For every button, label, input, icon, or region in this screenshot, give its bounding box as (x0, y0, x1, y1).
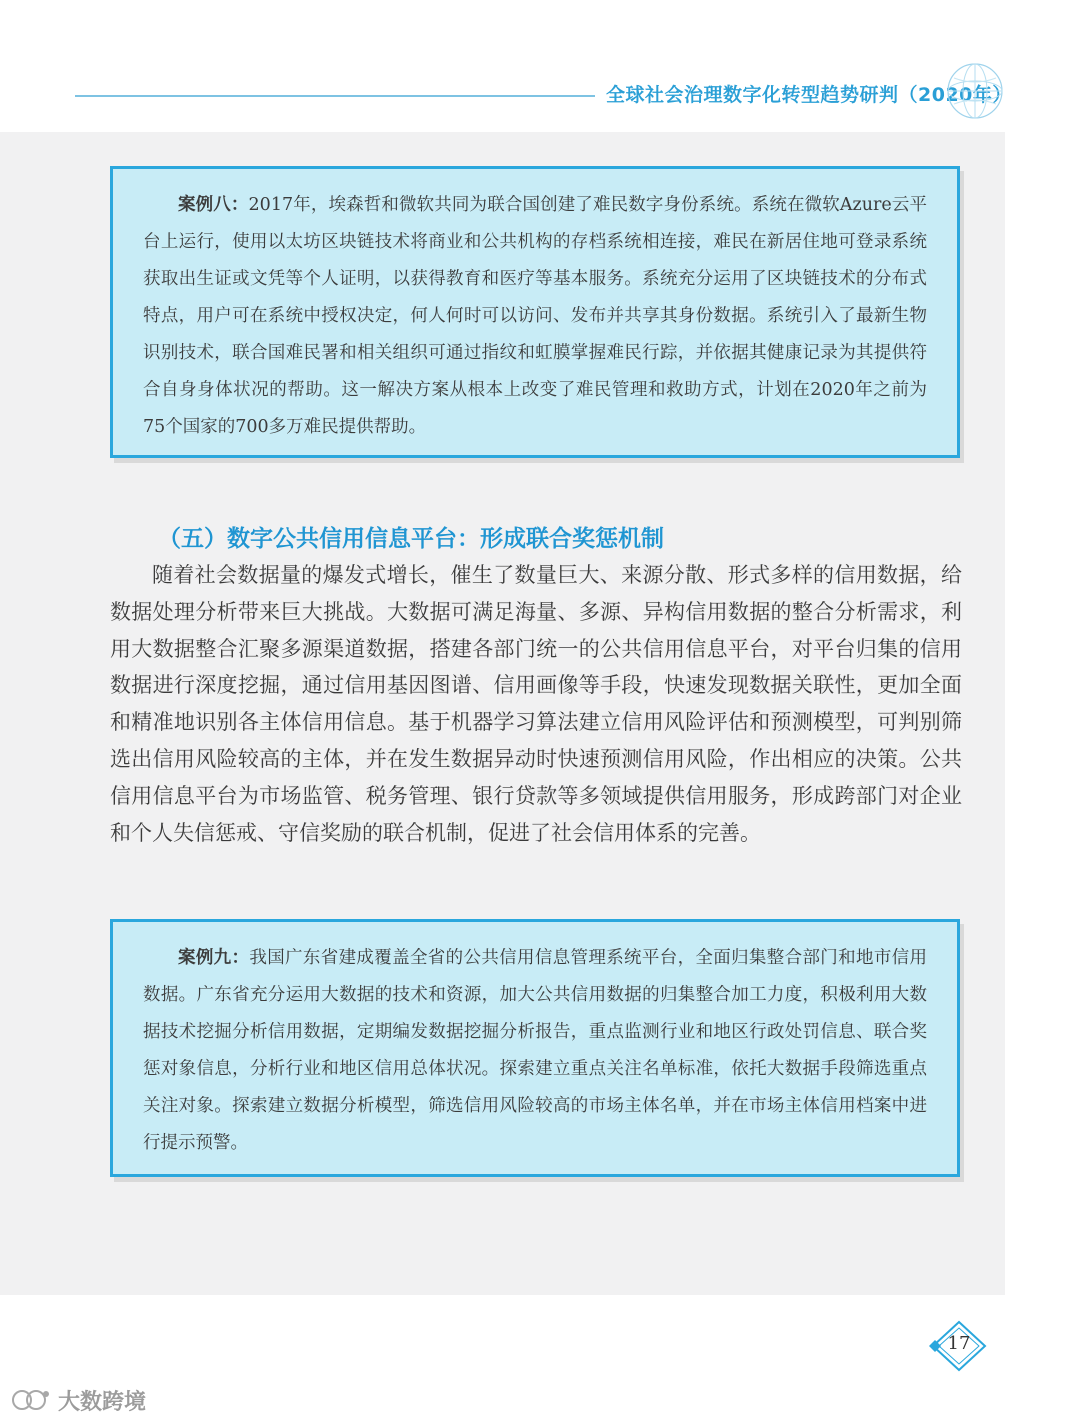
case-box-9 (110, 919, 960, 1177)
section-heading: （五）数字公共信用信息平台：形成联合奖惩机制 (158, 526, 664, 552)
case-9-label: 案例九： (178, 948, 250, 968)
watermark (10, 1384, 146, 1416)
case-8-paragraph (143, 187, 927, 446)
watermark-text: 大数跨境 (58, 1389, 147, 1415)
page-number: 17 (947, 1333, 971, 1354)
running-header-title: 全球社会治理数字化转型趋势研判（2020年） (606, 84, 1012, 106)
watermark-logo-icon (10, 1387, 52, 1413)
case-8-label: 案例八： (178, 195, 249, 215)
case-8-text: 2017年，埃森哲和微软共同为联合国创建了难民数字身份系统。系统在微软Azure云平台上运行，使用以太坊区块链技术将商业和公共机构的存档系统相连接，难民在新居住地可登录系统获取出生证或文凭等个人证明，以获得教育和医疗等基本服务。系统充分运用了区块链技术的分布式特点，用户可在系统中授权决定，何人何时可以访问、发布并共享其身份数据。系统引入了最新生物识别技术，联合国难民署和相关组织可通过指纹和虹膜掌握难民行踪，并依据其健康记录为其提供符合自身身体状况的帮助。这一解决方案从根本上改变了难民管理和救助方式，计划在2020年之前为75个国家的700多万难民提供帮助。 (143, 195, 928, 437)
header-rule (75, 95, 595, 97)
case-9-text: 我国广东省建成覆盖全省的公共信用信息管理系统平台，全面归集整合部门和地市信用数据。广东省充分运用大数据的技术和资源，加大公共信用数据的归集整合加工力度，积极利用大数据技术挖掘分析信用数据，定期编发数据挖掘分析报告，重点监测行业和地区行政处罚信息、联合奖惩对象信息，分析行业和地区信用总体状况。探索建立重点关注名单标准，依托大数据手段筛选重点关注对象。探索建立数据分析模型，筛选信用风险较高的市场主体名单，并在市场主体信用档案中进行提示预警。 (143, 948, 928, 1153)
section-body-paragraph: 随着社会数据量的爆发式增长，催生了数量巨大、来源分散、形式多样的信用数据，给数据处理分析带来巨大挑战。大数据可满足海量、多源、异构信用数据的整合分析需求，利用大数据整合汇聚多源渠道数据，搭建各部门统一的公共信用信息平台，对平台归集的信用数据进行深度挖掘，通过信用基因图谱、信用画像等手段，快速发现数据关联性，更加全面和精准地识别各主体信用信息。基于机器学习算法建立信用风险评估和预测模型，可判别筛选出信用风险较高的主体，并在发生数据异动时快速预测信用风险，作出相应的决策。公共信用信息平台为市场监管、税务管理、银行贷款等多领域提供信用服务，形成跨部门对企业和个人失信惩戒、守信奖励的联合机制，促进了社会信用体系的完善。 (110, 563, 962, 845)
page-number-badge (927, 1318, 987, 1374)
globe-icon (944, 60, 1006, 122)
case-box-8 (110, 166, 960, 458)
case-9-paragraph (143, 940, 927, 1162)
